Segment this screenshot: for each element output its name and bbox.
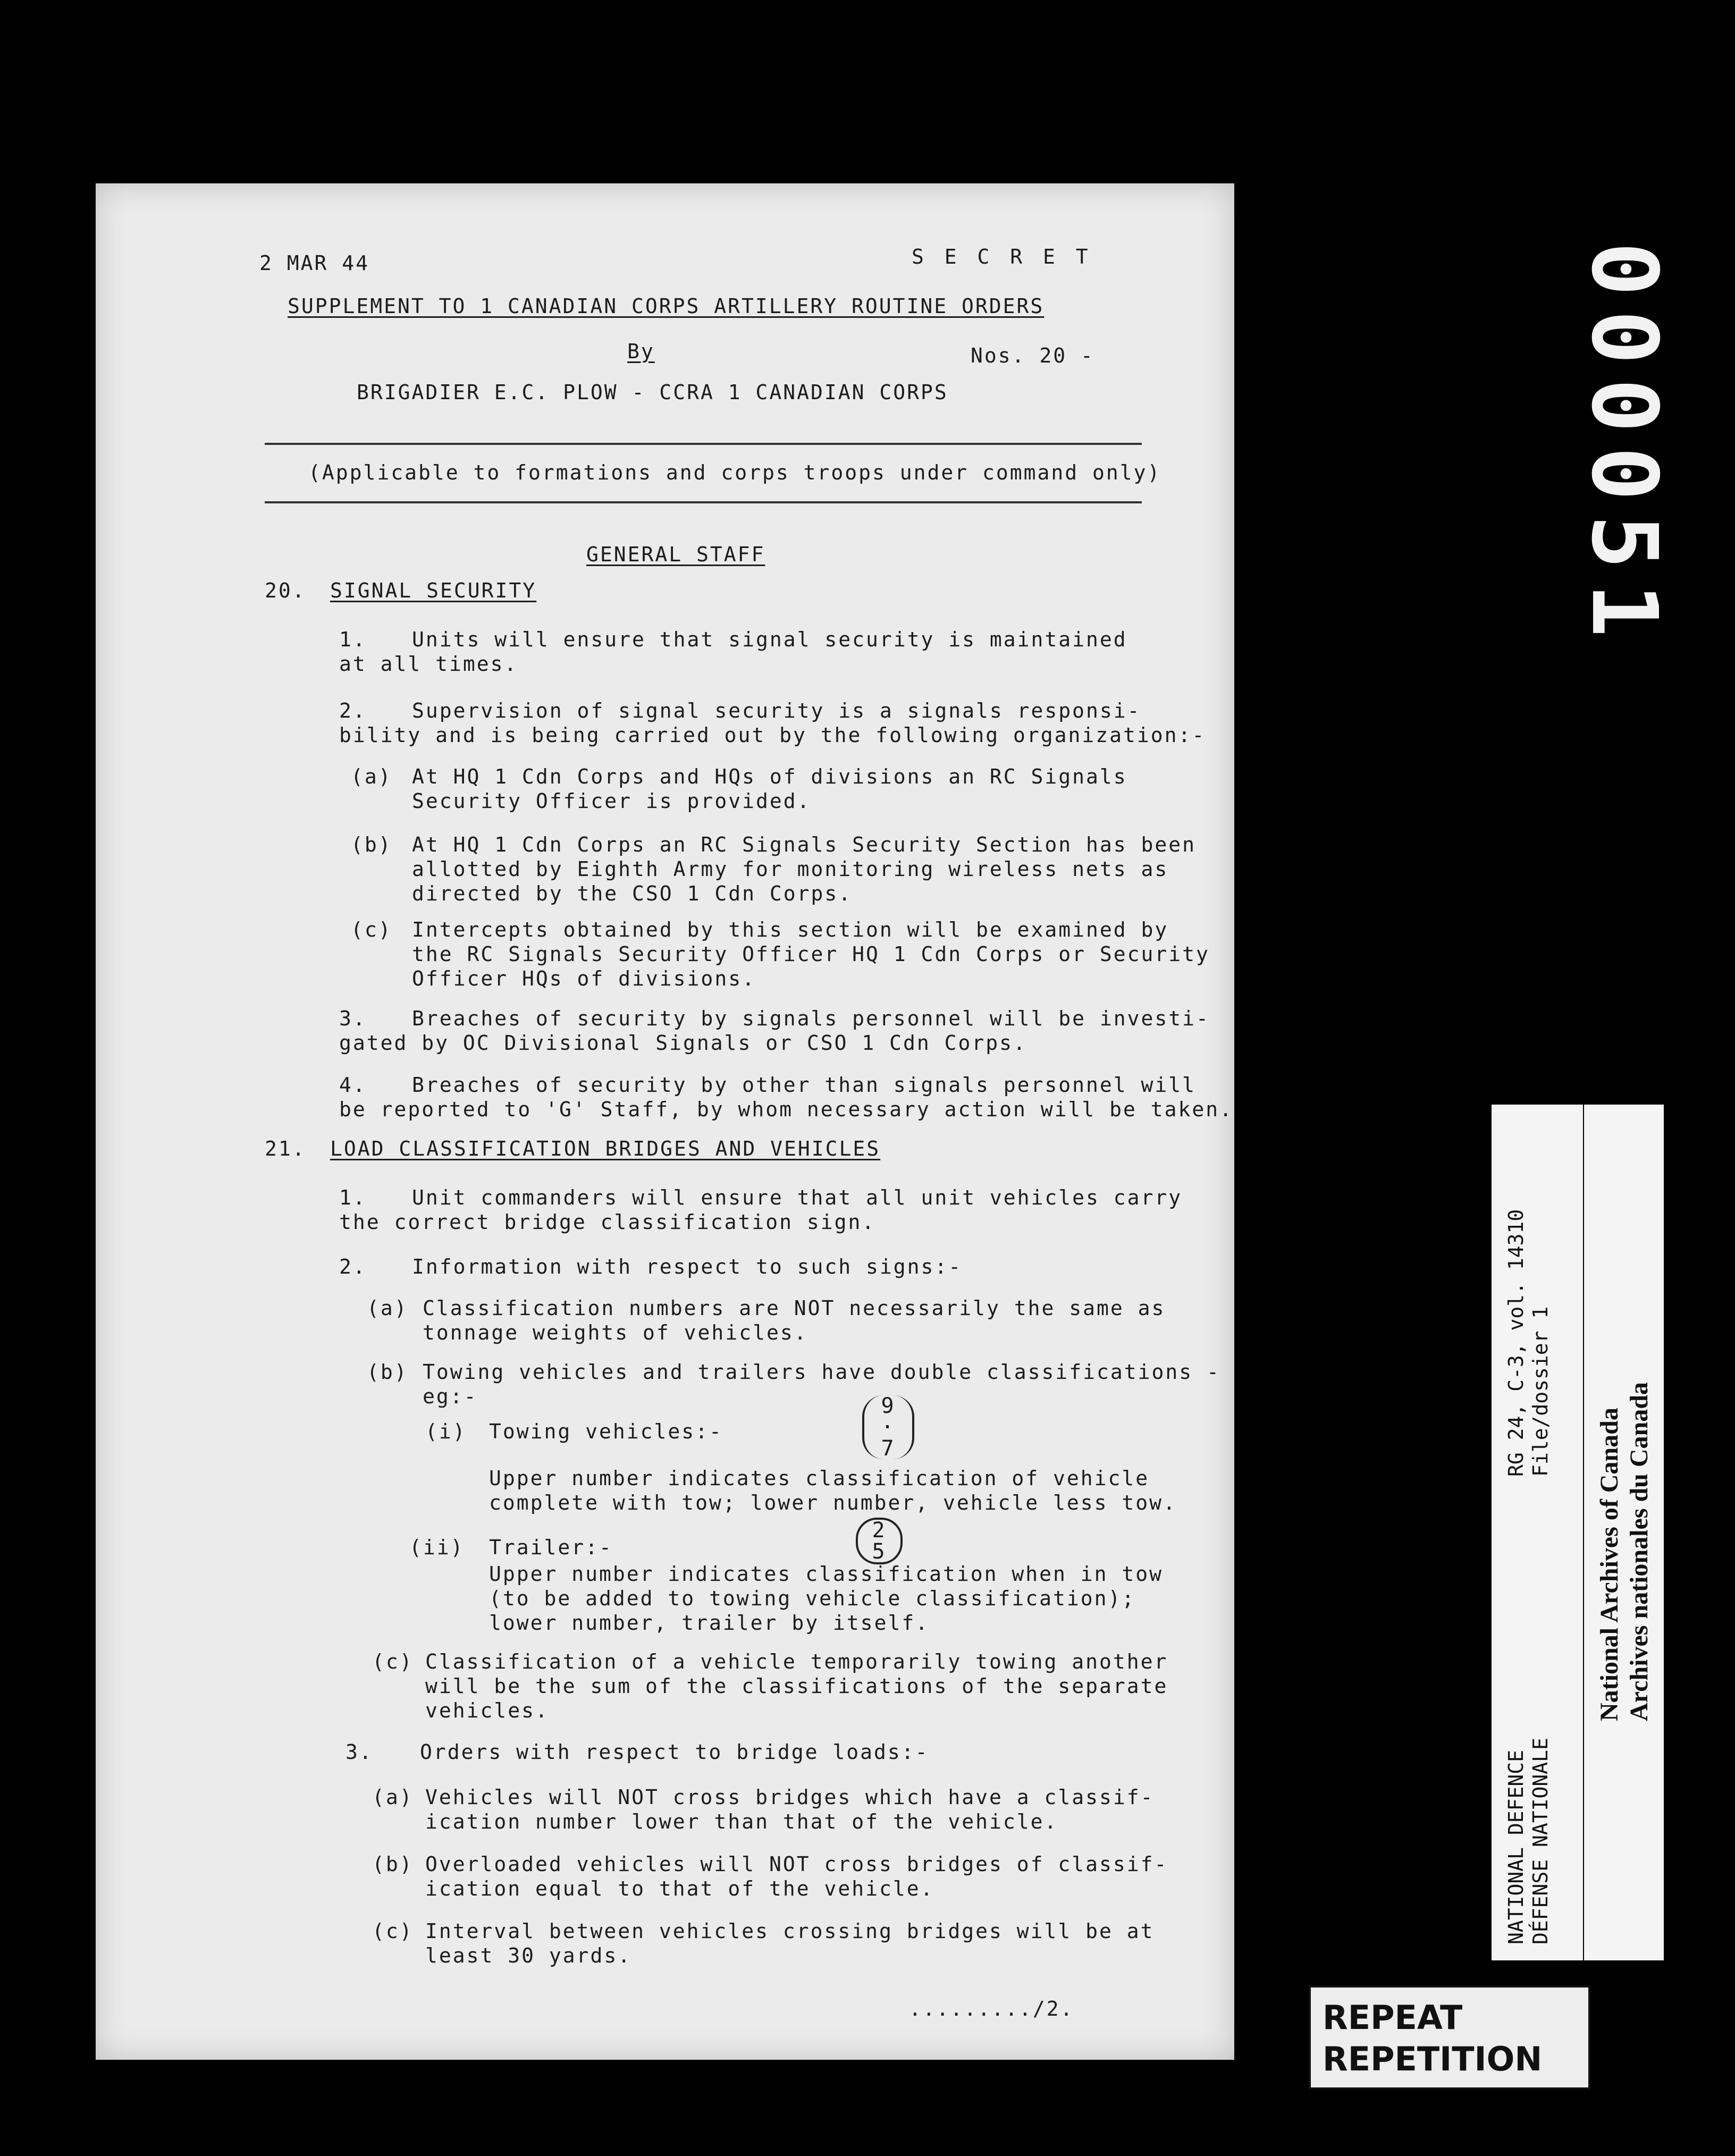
sub-item-line: Intercepts obtained by this section will be examined by	[412, 918, 1169, 941]
paragraph-line: at all times.	[339, 652, 518, 676]
paragraph-number: 2.	[339, 1255, 367, 1278]
sub-item-line: tonnage weights of vehicles.	[423, 1321, 808, 1344]
paragraph-line: gated by OC Divisional Signals or CSO 1 Cdn Corps.	[339, 1031, 1027, 1055]
sub-sub-item-line: complete with tow; lower number, vehicle less tow.	[489, 1491, 1177, 1514]
sub-item-label: (c)	[372, 1650, 414, 1673]
repeat-stamp-line2: REPETITION	[1323, 2040, 1543, 2078]
document-title: SUPPLEMENT TO 1 CANADIAN CORPS ARTILLERY ROUTINE ORDERS	[288, 294, 1045, 318]
sub-item-line: Security Officer is provided.	[412, 789, 811, 813]
sub-item-line: Vehicles will NOT cross bridges which have a classif-	[425, 1786, 1155, 1809]
paragraph-line: Orders with respect to bridge loads:-	[420, 1740, 929, 1764]
paragraph-number: 3.	[346, 1740, 373, 1764]
paragraph-number: 1.	[339, 628, 367, 651]
sub-item-line: At HQ 1 Cdn Corps and HQs of divisions an RC Signals	[412, 765, 1127, 788]
sub-item-line: At HQ 1 Cdn Corps an RC Signals Security Section has been	[412, 833, 1197, 856]
archive-ref-line2: File/dossier 1	[1529, 1306, 1552, 1477]
order-number: 21.	[265, 1137, 306, 1160]
sub-item-line: ication equal to that of the vehicle.	[425, 1877, 934, 1900]
department-fr: DÉFENSE NATIONALE	[1529, 1738, 1552, 1944]
sub-item-line: the RC Signals Security Officer HQ 1 Cdn Corps or Security	[412, 942, 1210, 966]
sub-sub-item-label: (ii)	[409, 1536, 465, 1559]
towing-classification-sign: 9 · 7	[862, 1395, 914, 1459]
sub-item-line: Officer HQs of divisions.	[412, 967, 756, 990]
order-heading: LOAD CLASSIFICATION BRIDGES AND VEHICLES	[330, 1137, 881, 1160]
sub-item-label: (b)	[372, 1852, 414, 1876]
sub-sub-item-line: (to be added to towing vehicle classification);	[489, 1587, 1136, 1610]
order-heading: SIGNAL SECURITY	[330, 579, 537, 602]
sub-item-line: ication number lower than that of the vehicle.	[425, 1810, 1058, 1833]
paragraph-line: Units will ensure that signal security is maintained	[412, 628, 1127, 651]
department-en: NATIONAL DEFENCE	[1504, 1749, 1528, 1944]
paragraph-number: 3.	[339, 1007, 367, 1030]
by-label: By	[627, 340, 655, 363]
sub-item-line: eg:-	[423, 1385, 478, 1408]
sign-upper-number: 9	[881, 1394, 896, 1418]
sub-item-line: Classification of a vehicle temporarily towing another	[425, 1650, 1168, 1673]
sign-lower-number: 5	[872, 1539, 887, 1564]
paragraph-line: Breaches of security by signals personnel will be investi-	[412, 1007, 1210, 1030]
sub-sub-item-line: Trailer:-	[489, 1536, 613, 1559]
sub-item-label: (a)	[367, 1296, 408, 1320]
paragraph-line: Breaches of security by other than signals personnel will	[412, 1073, 1197, 1097]
sub-item-label: (c)	[372, 1919, 414, 1943]
order-number: 20.	[265, 579, 306, 602]
frame-number-text: 000051	[1571, 241, 1677, 652]
paragraph-line: Unit commanders will ensure that all unit vehicles carry	[412, 1186, 1183, 1209]
sub-item-label: (a)	[351, 765, 392, 788]
archives-name-en: National Archives of Canada	[1595, 1408, 1623, 1721]
national-archives-strip	[1584, 1105, 1664, 1960]
classification-label: S E C R E T	[912, 245, 1092, 268]
sub-item-line: Overloaded vehicles will NOT cross bridges of classif-	[425, 1852, 1168, 1876]
paragraph-line: Supervision of signal security is a signals responsi-	[412, 699, 1141, 722]
sub-sub-item-line: lower number, trailer by itself.	[489, 1611, 930, 1635]
sign-lower-number: 7	[881, 1436, 896, 1461]
issuer-line: BRIGADIER E.C. PLOW - CCRA 1 CANADIAN CORPS	[357, 381, 948, 404]
sub-item-label: (b)	[351, 833, 392, 856]
paragraph-number: 4.	[339, 1073, 367, 1097]
sign-upper-number: 2	[872, 1518, 887, 1543]
sub-sub-item-label: (i)	[425, 1420, 467, 1443]
sub-item-line: directed by the CSO 1 Cdn Corps.	[412, 882, 853, 905]
paragraph-number: 2.	[339, 699, 367, 722]
applicability-note: (Applicable to formations and corps troops under command only)	[308, 461, 1161, 484]
archive-reference-strip	[1492, 1105, 1583, 1960]
sub-sub-item-line: Upper number indicates classification of vehicle	[489, 1467, 1150, 1490]
sub-item-label: (c)	[351, 918, 392, 941]
page-continuation: ........./2.	[909, 1997, 1074, 2020]
sub-item-line: allotted by Eighth Army for monitoring wireless nets as	[412, 857, 1169, 881]
sub-item-line: vehicles.	[425, 1699, 549, 1722]
sub-sub-item-line: Upper number indicates classification when in tow	[489, 1562, 1164, 1586]
archives-name-fr: Archives nationales du Canada	[1625, 1382, 1653, 1721]
section-heading: GENERAL STAFF	[586, 543, 765, 566]
sub-item-line: least 30 yards.	[425, 1944, 632, 1967]
document-date: 2 MAR 44	[259, 251, 370, 275]
paragraph-line: the correct bridge classification sign.	[339, 1210, 876, 1234]
sub-sub-item-line: Towing vehicles:-	[489, 1420, 723, 1443]
order-numbers: Nos. 20 -	[971, 344, 1094, 367]
repeat-stamp-line1: REPEAT	[1323, 1998, 1463, 2037]
sub-item-label: (a)	[372, 1786, 414, 1809]
header-rule-top	[265, 443, 1142, 445]
sub-item-line: Classification numbers are NOT necessarily the same as	[423, 1296, 1166, 1320]
paragraph-line: Information with respect to such signs:-	[412, 1255, 963, 1278]
sub-item-line: Interval between vehicles crossing bridges will be at	[425, 1919, 1155, 1943]
sub-item-line: will be the sum of the classifications of the separate	[425, 1674, 1168, 1698]
trailer-classification-sign	[856, 1518, 903, 1564]
header-rule-bottom	[265, 501, 1142, 503]
paragraph-line: be reported to 'G' Staff, by whom necessary action will be taken.	[339, 1098, 1234, 1121]
document-page	[96, 183, 1234, 2060]
repeat-stamp	[1309, 1985, 1590, 2090]
sub-item-label: (b)	[367, 1360, 408, 1384]
paragraph-line: bility and is being carried out by the following organization:-	[339, 723, 1206, 747]
sub-item-line: Towing vehicles and trailers have double classifications -	[423, 1360, 1220, 1384]
archive-ref-line1: RG 24, C-3, vol. 14310	[1504, 1209, 1528, 1477]
microfilm-frame-number	[1571, 197, 1677, 696]
paragraph-number: 1.	[339, 1186, 367, 1209]
